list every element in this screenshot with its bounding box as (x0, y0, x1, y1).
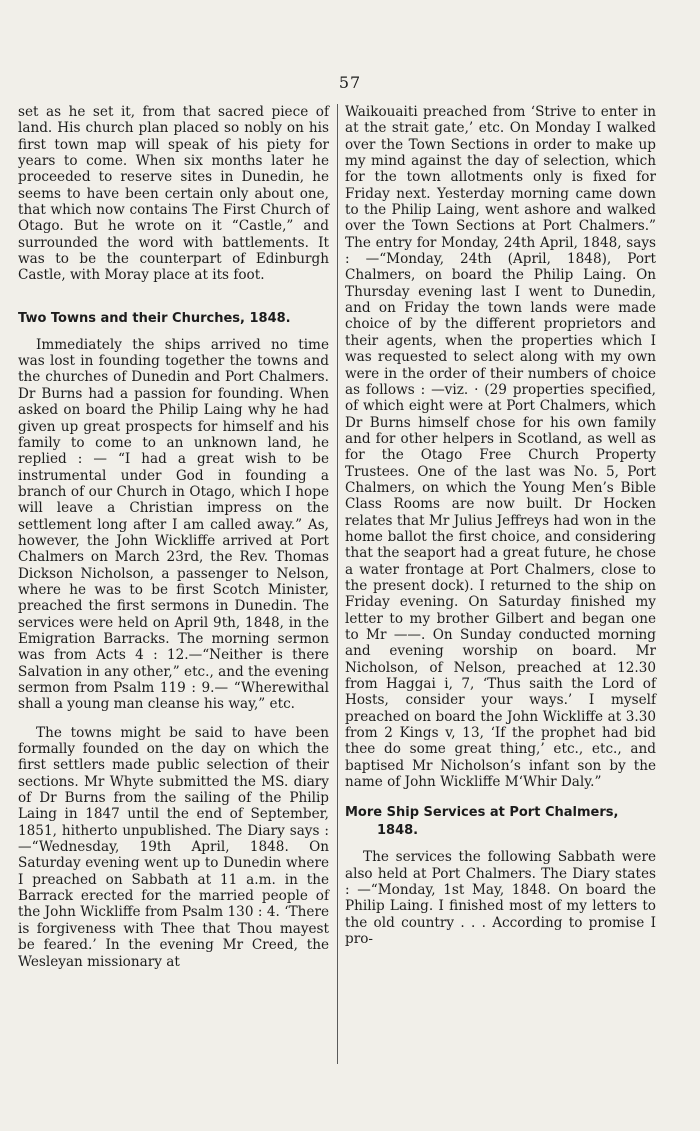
right-para-final: The services the following Sabbath were also held at Port Chalmers. The Diary states : —“Monday, 1st May, 1848. On board the Philip Laing. I finished most of my letters to the old country . . . According to promise I pro- (345, 849, 656, 948)
left-para-continuation: set as he set it, from that sacred piece of land. His church plan placed so nobly on his first town map will speak of his piety for years to come. When six months later he proceeded to reserve sites in Dunedin, he seems to have been certain only about one, that which now contains The First Church of Otago. But he wrote on it “Castle,” and surrounded the word with battlements. It was to be the counterpart of Edinburgh Castle, with Moray place at its foot. (18, 104, 329, 284)
right-para-continuation: Waikouaiti preached from ‘Strive to enter in at the strait gate,’ etc. On Monday I walked over the Town Sections in order to make up my mind against the day of selection, which for the town allotments only is fixed for Friday next. Yesterday morning came down to the Philip Laing, went ashore and walked over the Town Sections at Port Chalmers.” The entry for Monday, 24th April, 1848, says : —“Monday, 24th (April, 1848), Port Chalmers, on board the Philip Laing. On Thursday evening last I went to Dunedin, and on Friday the town lands were made choice of by the different proprietors and their agents, when the properties which I was requested to select along with my own were in the order of their numbers of choice as follows : —viz. · (29 properties specified, of which eight were at Port Chalmers, which Dr Burns himself chose for his own family and for other helpers in Scotland, as well as for the Otago Free Church Property Trustees. One of the last was No. 5, Port Chalmers, on which the Young Men’s Bible Class Rooms are now built. Dr Hocken relates that Mr Julius Jeffreys had won in the home ballot the first choice, and considering that the seaport had a great future, he chose a water frontage at Port Chalmers, close to the present dock). I returned to the ship on Friday evening. On Saturday finished my letter to my brother Gilbert and began one to Mr ——. On Sunday conducted morning and evening worship on board. Mr Nicholson, of Nelson, preached at 12.30 from Haggai i, 7, ‘Thus saith the Lord of Hosts, consider your ways.’ I myself preached on board the John Wickliffe at 3.30 from 2 Kings v, 13, ‘If the prophet had bid thee do some great thing,’ etc., etc., and baptised Mr Nicholson’s infant son by the name of John Wickliffe M‘Whir Daly.” (345, 104, 656, 791)
left-para-selection: The towns might be said to have been formally founded on the day on which the first settlers made public selection of their sections. Mr Whyte submitted the MS. diary of Dr Burns from the sailing of the Philip Laing in 1847 until the end of September, 1851, hitherto unpublished. The Diary says : —“Wednesday, 19th April, 1848. On Saturday evening went up to Dunedin where I preached on Sabbath at 11 a.m. in the Barrack erected for the married people of the John Wickliffe from Psalm 130 : 4. ‘There is forgiveness with Thee that Thou mayest be feared.’ In the evening Mr Creed, the Wesleyan missionary at (18, 724, 329, 970)
column-divider (337, 104, 338, 1064)
heading-2-line2: 1848. (377, 823, 419, 839)
heading-2-line1: More Ship Services at Port Chalmers, (345, 805, 619, 821)
right-column (345, 104, 656, 948)
left-column (18, 104, 329, 970)
page-number: 57 (338, 73, 362, 92)
section-heading-two-towns: Two Towns and their Churches, 1848. (18, 310, 291, 326)
left-para-founding: Immediately the ships arrived no time was lost in founding together the towns and the churches of Dunedin and Port Chalmers. Dr Burns had a passion for founding. When asked on board the Philip Laing why he had given up great prospects for himself and his family to come to an unknown land, he replied : — “I had a great wish to be instrumental under God in founding a branch of our Church in Otago, which I hope will leave a Christian impress on the settlement long after I am called away.” As, however, the John Wickliffe arrived at Port Chalmers on March 23rd, the Rev. Thomas Dickson Nicholson, a passenger to Nelson, where he was to be first Scotch Minister, preached the first sermons in Dunedin. The services were held on April 9th, 1848, in the Emigration Barracks. The morning sermon was from Acts 4 : 12.—“Neither is there Salvation in any other,” etc., and the evening sermon from Psalm 119 : 9.— “Wherewithal shall a young man cleanse his way,” etc. (18, 336, 329, 713)
section-heading-ship-services (345, 804, 656, 840)
